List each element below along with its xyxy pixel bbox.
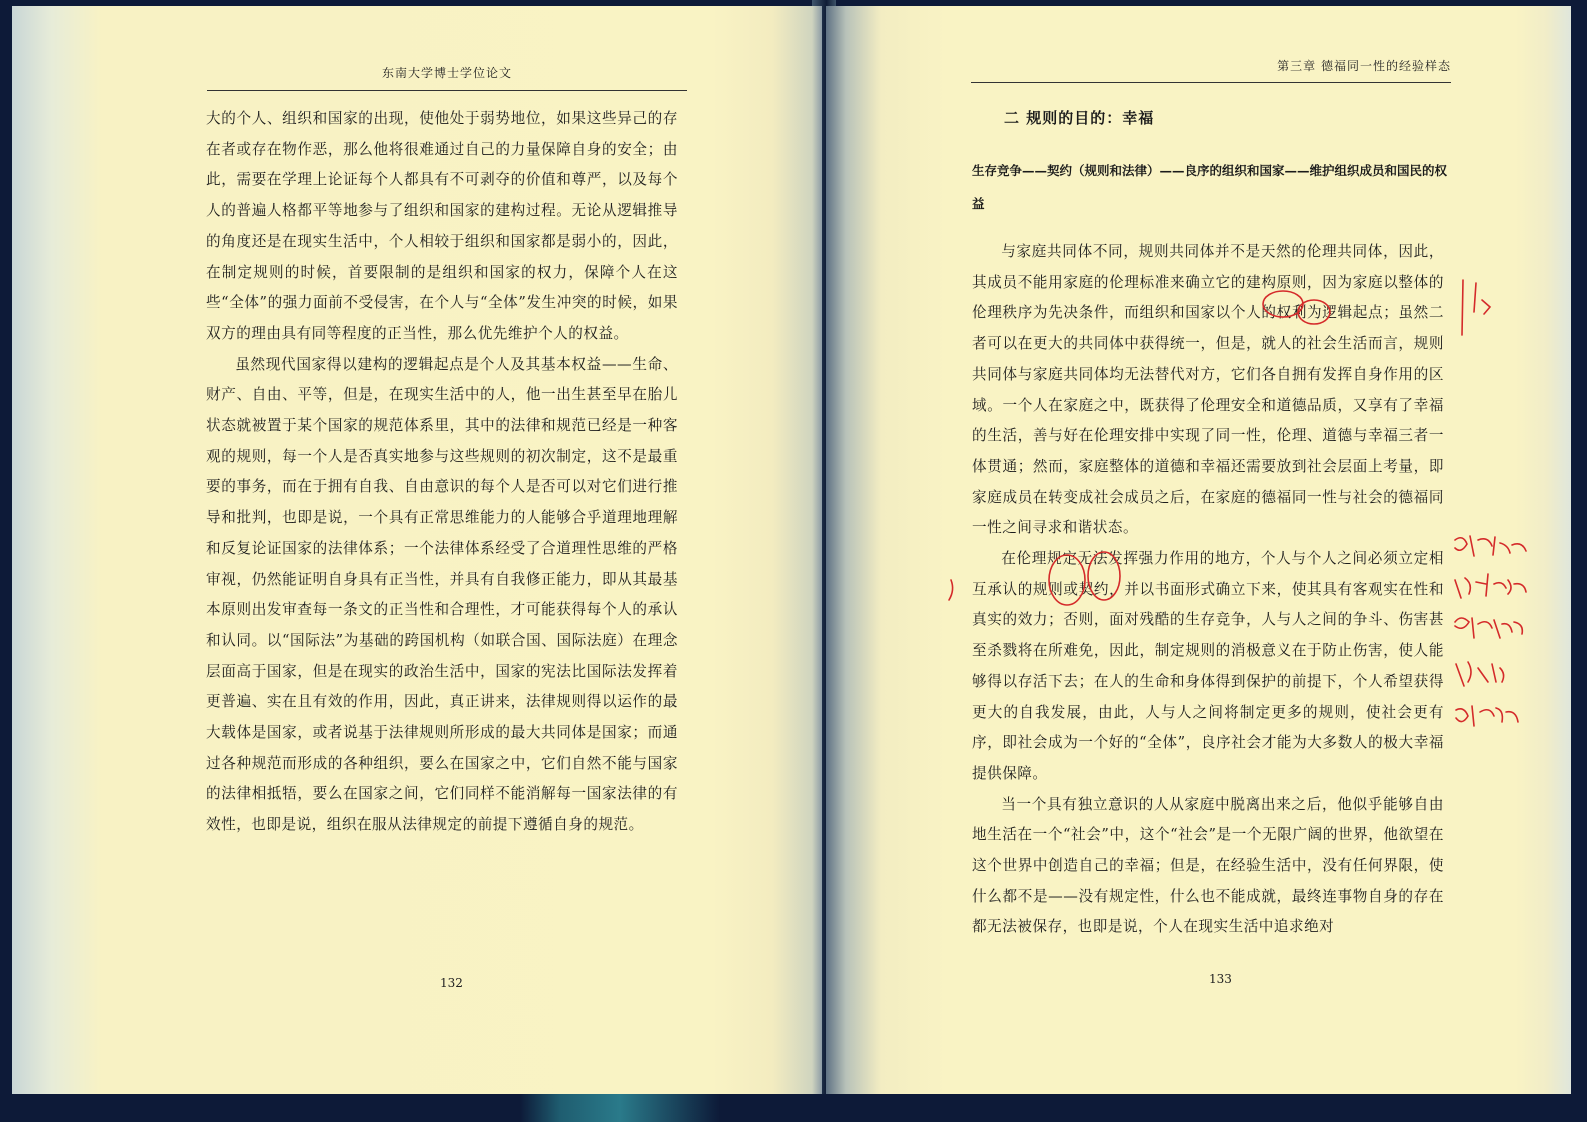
section-subtitle: 生存竞争——契约（规则和法律）——良序的组织和国家——维护组织成员和国民的权益 (972, 163, 1448, 211)
handwritten-margin-note (1455, 536, 1526, 726)
running-header-right: 第三章 德福同一性的经验样态 (1277, 59, 1451, 73)
circle-mark-annotation (1088, 552, 1120, 600)
paragraph: 大的个人、组织和国家的出现，使他处于弱势地位，如果这些异己的存在者或存在物作恶，那么他将很难通过自己的力量保障自身的安全；由此，需要在学理上论证每个人都具有不可剥夺的价值和尊严，以及每个人的普遍人格都平等地参与了组织和国家的建构过程。无论从逻辑推导的角度还是在现实生活中，个人相较于组织和国家都是弱小的，因此，在制定规则的时候，首要限制的是组织和国家的权力，保障个人在这些“全体”的强力面前不受侵害，在个人与“全体”发生冲突的时候，如果双方的理由具有同等程度的正当性，那么优先维护个人的权益。 (206, 110, 678, 342)
paragraph: 当一个具有独立意识的人从家庭中脱离出来之后，他似乎能够自由地生活在一个“社会”中，这个“社会”是一个无限广阔的世界，他欲望在这个世界中创造自己的幸福；但是，在经验生活中，没有任何界限，使什么都不是——没有规定性，什么也不能成就，最终连事物自身的存在都无法被保存，也即是说，个人在现实生活中追求绝对 (972, 795, 1444, 936)
circle-mark-annotation (1298, 300, 1330, 324)
running-header-left: 东南大学博士学位论文 (381, 66, 512, 80)
circle-mark-annotation (1263, 291, 1303, 317)
page-number-right: 133 (1209, 972, 1232, 986)
page-number-left: 132 (440, 976, 463, 990)
paragraph: 与家庭共同体不同，规则共同体并不是天然的伦理共同体，因此，其成员不能用家庭的伦理标准来确立它的建构原则，因为家庭以整体的伦理秩序为先决条件，而组织和国家以个人的权利为逻辑起点；虽然二者可以在更大的共同体中获得统一，但是，就人的社会生活而言，规则共同体与家庭共同体均无法替代对方，它们各自拥有发挥自身作用的区域。一个人在家庭之中，既获得了伦理安全和道德品质，又享有了幸福的生活，善与好在伦理安排中实现了同一性，伦理、道德与幸福三者一体贯通；然而，家庭整体的道德和幸福还需要放到社会层面上考量，即家庭成员在转变成社会成员之后，在家庭的德福同一性与社会的德福同一性之间寻求和谐状态。 (972, 243, 1444, 537)
margin-line-annotation (1462, 280, 1463, 335)
paragraph: 在伦理规定无法发挥强力作用的地方，个人与个人之间必须立定相互承认的规则或契约，并以书面形式确立下来，使其具有客观实在性和真实的效力；否则，面对残酷的生存竞争，人与人之间的争斗、伤害甚至杀戮将在所难免，因此，制定规则的消极意义在于防止伤害，使人能够得以存活下去；在人的生命和身体得到保护的前提下，个人希望获得更大的自我发展，由此，人与人之间将制定更多的规则，使社会更有序，即社会成为一个好的“全体”，良序社会才能为大多数人的极大幸福提供保障。 (972, 550, 1444, 782)
section-title: 二 规则的目的：幸福 (1004, 109, 1155, 127)
circle-mark-annotation (1049, 555, 1085, 605)
margin-mark-annotation (1474, 283, 1490, 314)
paragraph: 虽然现代国家得以建构的逻辑起点是个人及其基本权益——生命、财产、自由、平等，但是，在现实生活中的人，他一出生甚至早在胎儿状态就被置于某个国家的规范体系里，其中的法律和规范已经是一种客观的规则，每一个人是否真实地参与这些规则的初次制定，这不是最重要的事务，而在于拥有自我、自由意识的每个人是否可以对它们进行推导和批判，也即是说，一个具有正常思维能力的人能够合乎道理地理解和反复论证国家的法律体系；一个法律体系经受了合道理性思维的严格审视，仍然能证明自身具有正当性，并具有自我修正能力，即从其最基本原则出发审查每一条文的正当性和合理性，才可能获得每个人的承认和认同。以“国际法”为基础的跨国机构（如联合国、国际法庭）在理念层面高于国家，但是在现实的政治生活中，国家的宪法比国际法发挥着更普遍、实在且有效的作用，因此，真正讲来，法律规则得以运作的最大载体是国家，或者说基于法律规则所形成的最大共同体是国家；而通过各种规范而形成的各种组织，要么在国家之中，它们自然不能与国家的法律相抵牾，要么在国家之间，它们同样不能消解每一国家法律的有效性，也即是说，组织在服从法律规定的前提下遵循自身的规范。 (206, 355, 678, 834)
margin-mark-annotation (949, 580, 953, 600)
